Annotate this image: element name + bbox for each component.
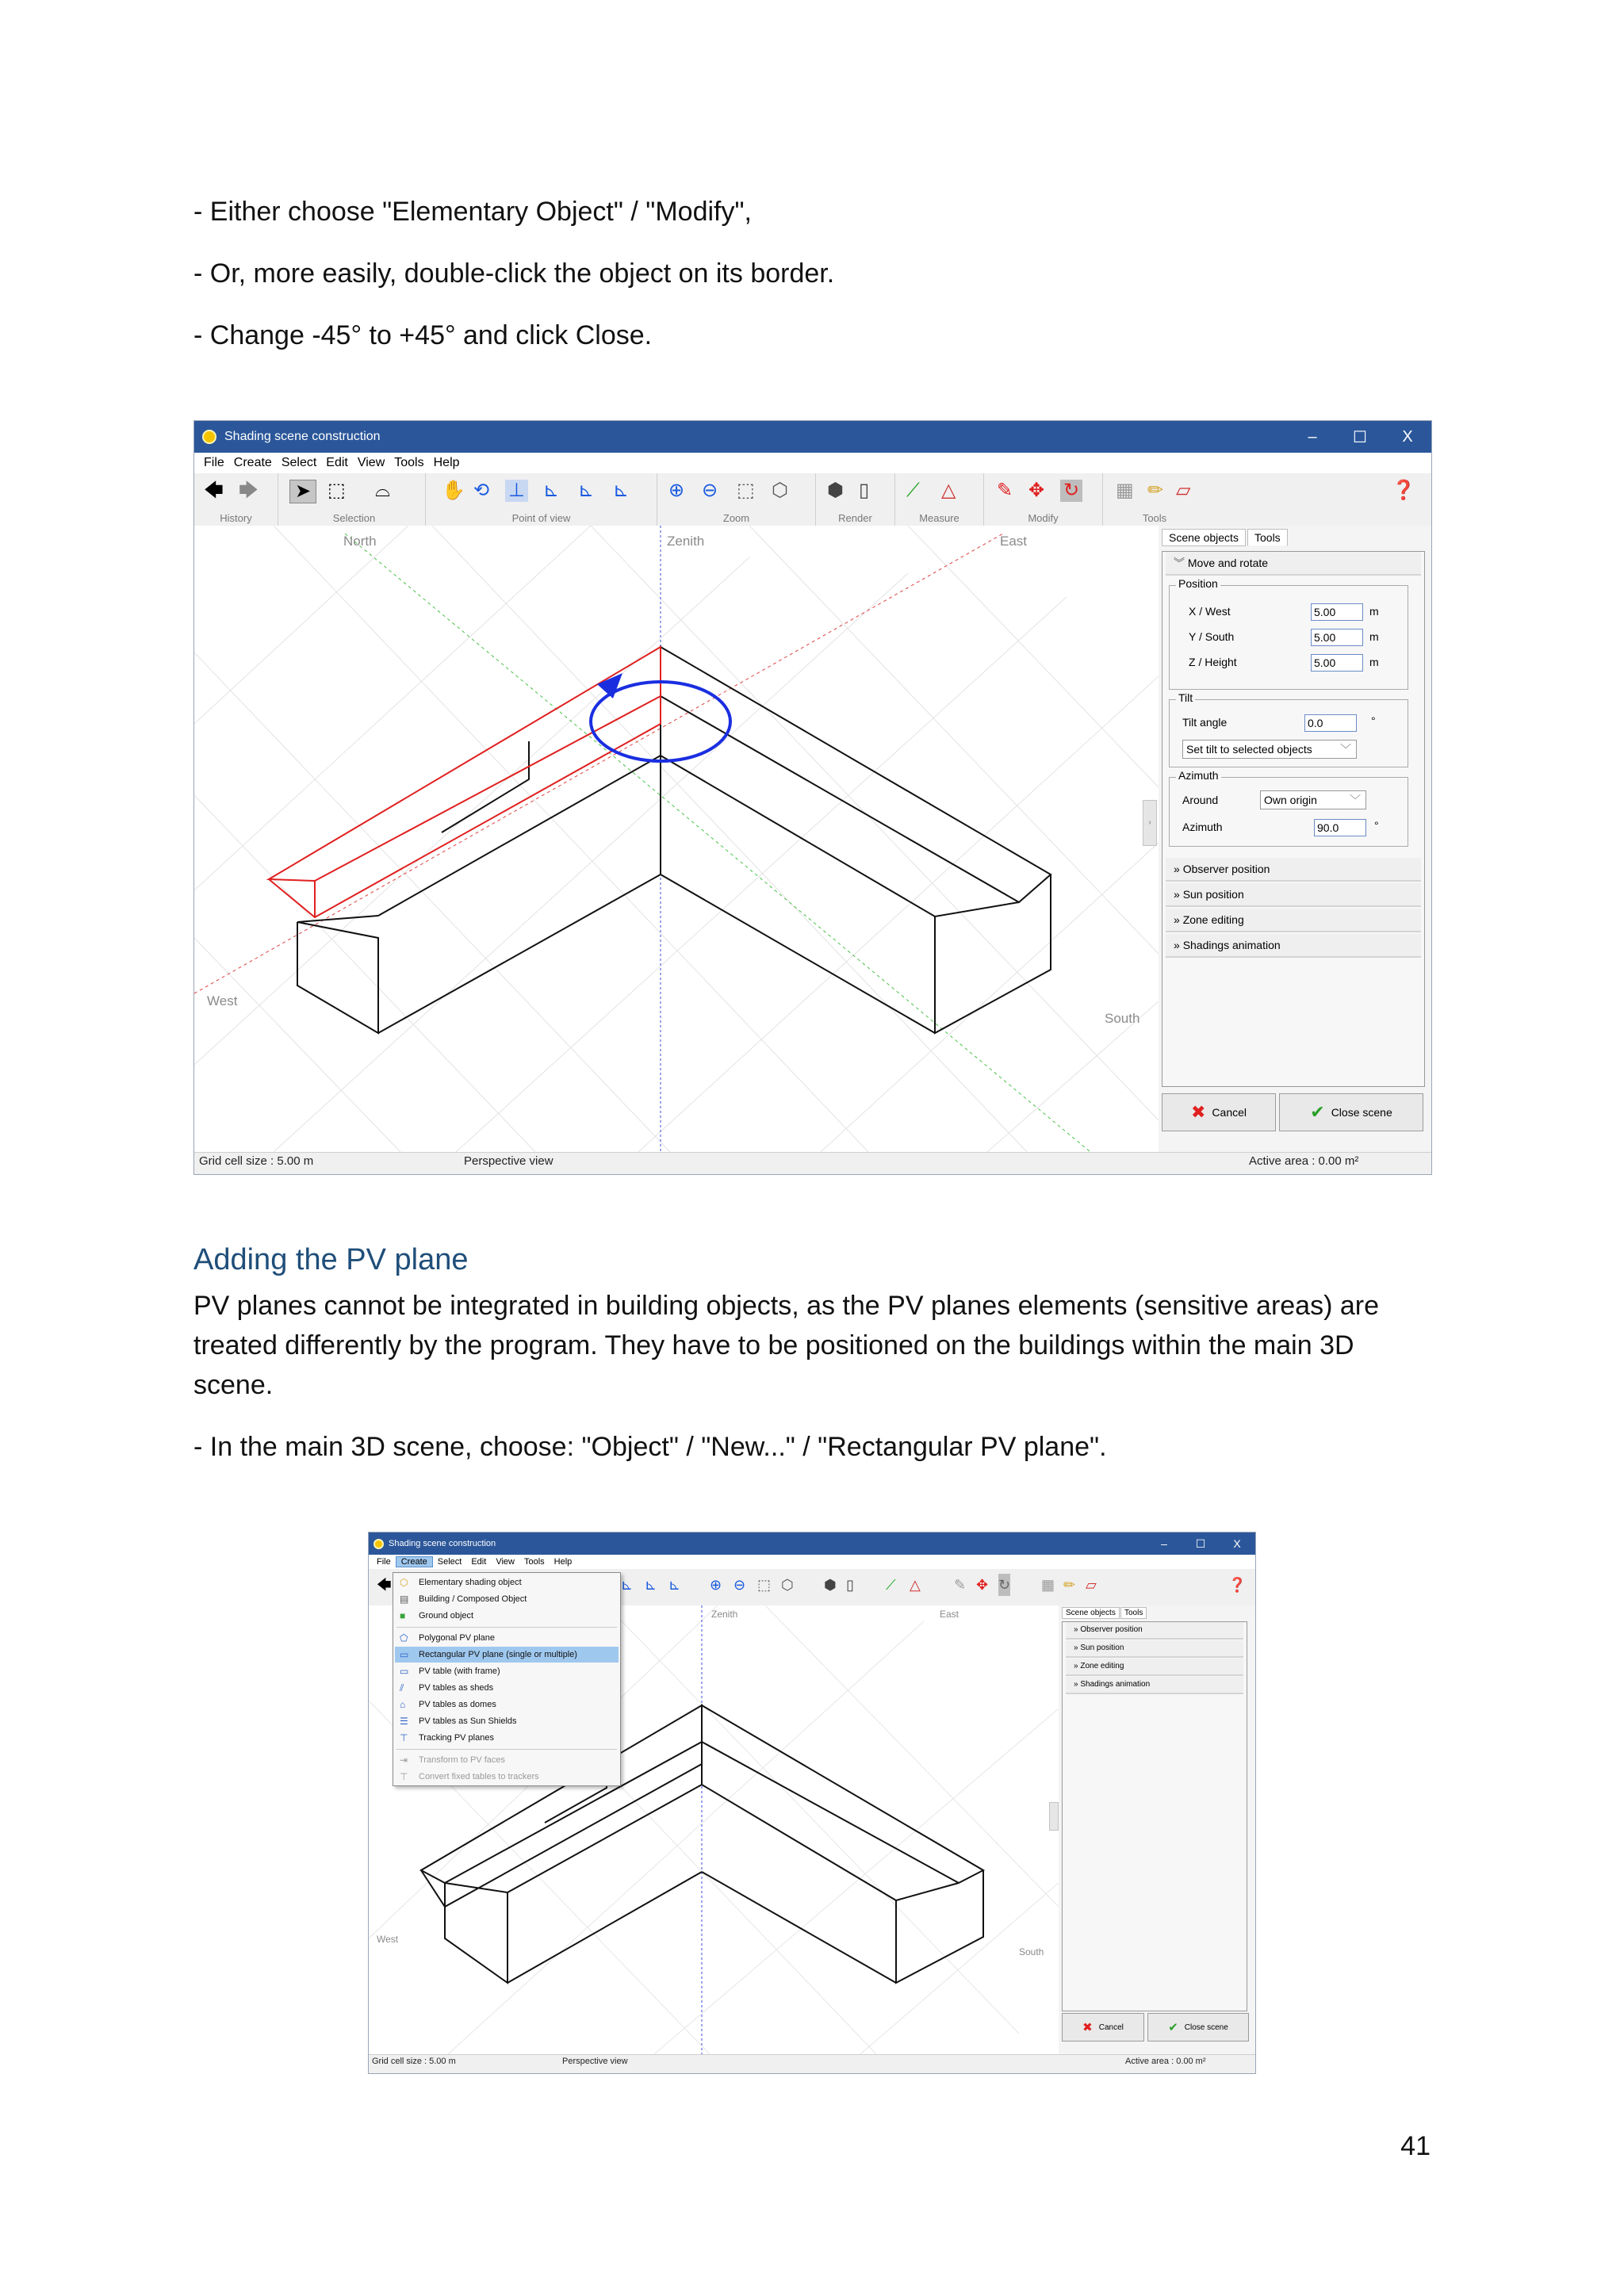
menu-item-pv-table[interactable] [395, 1663, 619, 1679]
tools-panel [1162, 551, 1425, 1087]
axis-label-north: North [343, 534, 377, 549]
app-logo-icon [373, 1539, 384, 1549]
axis-label-zenith: Zenith [667, 534, 705, 549]
menu-create[interactable]: Create [233, 456, 272, 469]
menu-item-transform-pv-faces [395, 1752, 619, 1768]
right-panel [1059, 1605, 1256, 2054]
title-bar [194, 421, 1431, 453]
instruction-line-1: - Either choose "Elementary Object" / "Modify", [193, 197, 752, 227]
menu-item-label: Building / Composed Object [419, 1594, 527, 1604]
section-shadings-animation[interactable] [1166, 934, 1421, 958]
checkmark-icon: ✔ [1310, 1102, 1325, 1122]
status-bar [369, 2054, 1256, 2074]
azimuth-group [1169, 769, 1408, 847]
transform-icon: ⇥ [400, 1755, 408, 1766]
close-scene-button[interactable] [1147, 2013, 1249, 2042]
section-label: Observer position [1080, 1625, 1143, 1634]
right-panel [1159, 526, 1432, 1152]
menu-item-label: Transform to PV faces [419, 1755, 506, 1765]
expand-icon: » [1174, 863, 1183, 875]
east-west-axis [194, 534, 1003, 993]
sun-shield-icon: ☰ [400, 1716, 408, 1727]
rect-pv-icon: ▭ [400, 1649, 409, 1660]
collapse-chevron-icon: ︾ [1174, 557, 1188, 569]
section-heading: Adding the PV plane [193, 1243, 469, 1276]
close-scene-label: Close scene [1184, 2022, 1228, 2032]
app-logo-icon [202, 430, 216, 444]
tab-scene-objects[interactable]: Scene objects [1062, 1607, 1120, 1619]
menu-item-pv-domes[interactable] [395, 1697, 619, 1712]
zoom-out-icon[interactable]: ⊖ [733, 1577, 746, 1593]
menu-item-convert-trackers [395, 1769, 619, 1785]
toolbar-group-label: Zoom [722, 512, 750, 524]
status-active-area: Active area : 0.00 m² [1249, 1154, 1359, 1168]
render-wire-icon[interactable]: ▯ [846, 1577, 854, 1593]
tilt-select-dropdown[interactable] [1182, 740, 1357, 759]
section-observer-position[interactable] [1066, 1622, 1243, 1640]
section-zone-editing[interactable] [1066, 1659, 1243, 1676]
view-yz-icon[interactable]: ⊾ [668, 1577, 681, 1593]
axis-label-east: East [940, 1609, 959, 1620]
expand-icon: » [1074, 1644, 1081, 1652]
north-south-axis [345, 534, 1090, 1152]
menu-tools[interactable]: Tools [523, 1557, 545, 1567]
section-label: Shadings animation [1182, 939, 1281, 951]
forward-arrow-icon[interactable]: 🡆 [239, 480, 259, 501]
building-icon: ▤ [400, 1594, 409, 1605]
instruction-line-3: - Change -45° to +45° and click Close. [193, 320, 653, 350]
dropdown-value: Set tilt to selected objects [1186, 743, 1312, 756]
azimuth-unit: ° [1374, 819, 1379, 832]
chevron-down-icon: ﹀ [1340, 743, 1351, 756]
tab-scene-objects[interactable]: Scene objects [1162, 529, 1246, 546]
y-label: Y / South [1189, 630, 1235, 643]
toolbar-group-point-of-view [426, 473, 657, 526]
cube-icon: ⬡ [400, 1577, 408, 1588]
sheds-icon: ⫽ [400, 1682, 404, 1693]
pencil-icon[interactable]: ✏ [1147, 480, 1164, 501]
position-legend: Position [1176, 577, 1220, 590]
menu-help[interactable]: Help [553, 1557, 573, 1567]
grid-icon[interactable]: ▦ [1116, 480, 1134, 501]
view-xz-icon[interactable]: ⊾ [645, 1577, 657, 1593]
toolbar-group-zoom [657, 473, 816, 526]
axis-label-south: South [1105, 1011, 1140, 1026]
view-xy-icon[interactable]: ⊾ [621, 1577, 634, 1593]
position-group [1169, 577, 1408, 690]
menu-item-label: Tracking PV planes [419, 1733, 494, 1743]
lasso-select-icon[interactable]: ⌓ [375, 480, 390, 501]
cancel-x-icon: ✖ [1190, 1102, 1206, 1122]
view-xz-icon[interactable]: ⊾ [578, 480, 595, 501]
toolbar-group-render [816, 473, 895, 526]
panel-collapse-handle[interactable]: › [1143, 800, 1157, 846]
create-dropdown-menu [393, 1572, 621, 1786]
menu-item-label: PV tables as Sun Shields [419, 1716, 517, 1726]
close-scene-button[interactable] [1279, 1093, 1423, 1131]
menu-item-polygonal-pv-plane[interactable] [395, 1630, 619, 1646]
menu-bar [369, 1555, 1255, 1569]
toolbar-group-selection [283, 473, 426, 526]
z-label: Z / Height [1189, 656, 1237, 668]
toolbar-group-label: Tools [1142, 512, 1167, 524]
section-move-rotate[interactable] [1166, 552, 1421, 576]
help-icon[interactable]: ❓ [1392, 480, 1415, 501]
zoom-fit-icon[interactable]: ⬡ [781, 1577, 794, 1593]
menu-item-building-composed-object[interactable] [395, 1591, 619, 1607]
around-dropdown[interactable] [1260, 790, 1366, 809]
page-number: 41 [1400, 2131, 1431, 2161]
zoom-fit-icon[interactable]: ⬡ [772, 480, 788, 501]
menu-bar [194, 453, 1431, 473]
tilt-legend: Tilt [1176, 691, 1195, 704]
zoom-in-icon[interactable]: ⊕ [668, 480, 685, 501]
menu-file[interactable]: File [377, 1557, 391, 1567]
rotate-icon[interactable]: ↻ [998, 1574, 1010, 1596]
panel-collapse-handle[interactable] [1049, 1802, 1059, 1831]
expand-icon: » [1174, 939, 1183, 951]
measure-line-icon[interactable]: ⟋ [906, 480, 920, 501]
z-input[interactable]: 5.00 [1311, 654, 1363, 672]
pan-hand-icon[interactable]: ✋ [442, 480, 465, 501]
render-solid-icon[interactable]: ⬢ [824, 1577, 837, 1593]
menu-item-label: Ground object [419, 1611, 474, 1621]
toolbar [194, 473, 1431, 526]
y-input[interactable]: 5.00 [1311, 629, 1363, 646]
menu-item-label: Polygonal PV plane [419, 1633, 496, 1643]
toolbar-group-label: Render [838, 512, 872, 524]
pv-table-icon: ▭ [400, 1666, 409, 1677]
status-view-mode: Perspective view [562, 2057, 628, 2066]
toolbar-group-label: Measure [919, 512, 959, 524]
pencil-icon[interactable]: ✏ [1063, 1577, 1076, 1593]
menu-item-pv-sun-shields[interactable] [395, 1713, 619, 1729]
minimize-button[interactable]: – [1308, 427, 1317, 446]
axes-view-icon[interactable]: ⊥ [505, 480, 528, 502]
tab-tools[interactable]: Tools [1120, 1607, 1147, 1619]
expand-icon: » [1074, 1680, 1081, 1689]
section-label: Sun position [1080, 1644, 1124, 1652]
title-bar [369, 1533, 1255, 1555]
menu-view[interactable]: View [496, 1557, 515, 1567]
status-grid-size: Grid cell size : 5.00 m [372, 2057, 456, 2066]
tilt-unit: ° [1371, 714, 1376, 727]
toolbar-group-tools [1103, 473, 1206, 526]
view-yz-icon[interactable]: ⊾ [613, 480, 630, 501]
status-view-mode: Perspective view [464, 1154, 553, 1168]
pointer-icon[interactable]: ➤ [289, 480, 316, 503]
menu-item-ground-object[interactable] [395, 1608, 619, 1624]
dropdown-value: Own origin [1264, 794, 1317, 806]
azimuth-input[interactable]: 90.0 [1314, 819, 1366, 836]
menu-separator [396, 1749, 617, 1750]
axis-label-west: West [207, 993, 238, 1008]
toolbar-group-measure [895, 473, 984, 526]
maximize-button[interactable]: ☐ [1353, 428, 1367, 446]
expand-icon: » [1074, 1662, 1081, 1670]
measure-angle-icon[interactable]: △ [941, 480, 956, 501]
axis-label-south: South [1019, 1946, 1044, 1957]
minimize-button[interactable]: – [1161, 1537, 1167, 1550]
zoom-out-icon[interactable]: ⊖ [702, 480, 718, 501]
window-title: Shading scene construction [224, 430, 381, 443]
close-window-button[interactable]: X [1233, 1537, 1241, 1550]
convert-icon: ⊤ [400, 1771, 408, 1782]
shading-scene-window-create-menu [368, 1532, 1256, 2074]
menu-item-label: Convert fixed tables to trackers [419, 1772, 539, 1781]
cancel-label: Cancel [1212, 1106, 1247, 1119]
menu-help[interactable]: Help [433, 456, 460, 469]
tilt-group [1169, 691, 1408, 767]
menu-item-label: Elementary shading object [419, 1578, 522, 1587]
body-paragraph: PV planes cannot be integrated in building objects, as the PV planes elements (sensitive areas) are treated differently by the program. They have to be positioned on the buildings within the main 3D scene. [193, 1291, 1380, 1400]
toolbar-group-label: Modify [1028, 512, 1059, 524]
section-label: Shadings animation [1080, 1680, 1151, 1689]
ground-grid [194, 526, 1159, 1152]
tools-panel [1062, 1621, 1247, 2011]
menu-separator [396, 1627, 617, 1628]
toolbar-group-modify [984, 473, 1103, 526]
section-label: Move and rotate [1187, 557, 1269, 569]
azimuth-legend: Azimuth [1176, 769, 1221, 782]
tilt-input[interactable]: 0.0 [1304, 714, 1357, 732]
cancel-button[interactable] [1062, 2013, 1144, 2042]
zoom-window-icon[interactable]: ⬚ [757, 1577, 772, 1593]
menu-item-label: Rectangular PV plane (single or multiple) [419, 1650, 577, 1659]
instruction-line-2: - Or, more easily, double-click the object on its border. [193, 258, 835, 289]
x-label: X / West [1189, 605, 1231, 618]
maximize-button[interactable]: ☐ [1195, 1536, 1206, 1550]
section-label: Observer position [1182, 863, 1270, 875]
rect-select-icon[interactable]: ⬚ [327, 480, 346, 501]
help-icon[interactable]: ❓ [1228, 1577, 1247, 1593]
section-label: Zone editing [1080, 1662, 1124, 1670]
cancel-label: Cancel [1098, 2022, 1124, 2032]
view-xy-icon[interactable]: ⊾ [543, 480, 560, 501]
menu-file[interactable]: File [204, 456, 224, 469]
cancel-button[interactable] [1162, 1093, 1276, 1131]
checkmark-icon: ✔ [1168, 2021, 1178, 2034]
wrench-icon[interactable]: ✎ [997, 480, 1013, 501]
tracker-icon: ⊤ [400, 1732, 408, 1743]
x-unit: m [1369, 605, 1379, 618]
expand-icon: » [1074, 1625, 1081, 1634]
menu-item-elementary-shading-object[interactable] [395, 1575, 619, 1590]
expand-icon: » [1174, 888, 1183, 901]
ground-icon: ■ [400, 1610, 406, 1621]
y-unit: m [1369, 630, 1379, 643]
section-zone-editing[interactable] [1166, 909, 1421, 932]
3d-view[interactable] [194, 526, 1159, 1152]
tilt-label: Tilt angle [1182, 716, 1228, 729]
section-shadings-animation[interactable] [1066, 1677, 1243, 1694]
menu-select[interactable]: Select [281, 456, 317, 469]
shading-scene-window [193, 420, 1432, 1175]
menu-edit[interactable]: Edit [471, 1557, 487, 1567]
menu-item-pv-sheds[interactable] [395, 1680, 619, 1696]
menu-select[interactable]: Select [437, 1557, 462, 1567]
axis-label-east: East [1000, 534, 1028, 549]
menu-tools[interactable]: Tools [394, 456, 424, 469]
section-observer-position[interactable] [1166, 858, 1421, 882]
move-icon[interactable]: ✥ [976, 1577, 989, 1593]
status-grid-size: Grid cell size : 5.00 m [199, 1154, 314, 1168]
grid-icon[interactable]: ▦ [1041, 1577, 1055, 1593]
x-input[interactable]: 5.00 [1311, 603, 1363, 621]
render-solid-icon[interactable]: ⬢ [827, 480, 844, 501]
back-arrow-icon[interactable]: 🡄 [204, 480, 224, 501]
render-wire-icon[interactable]: ▯ [859, 480, 870, 501]
menu-item-label: PV tables as sheds [419, 1683, 494, 1693]
menu-edit[interactable]: Edit [326, 456, 348, 469]
axis-label-west: West [377, 1934, 399, 1945]
toolbar-group-history [194, 473, 278, 526]
azimuth-label: Azimuth [1182, 821, 1223, 833]
polygon-pv-icon: ⬠ [400, 1632, 408, 1644]
menu-create[interactable]: Create [396, 1556, 433, 1567]
menu-item-tracking-pv-planes[interactable] [395, 1730, 619, 1746]
toolbar-group-label: History [220, 512, 252, 524]
wrench-icon[interactable]: ✎ [954, 1577, 967, 1593]
zoom-in-icon[interactable]: ⊕ [710, 1577, 722, 1593]
domes-icon: ⌂ [400, 1699, 406, 1710]
menu-item-label: PV tables as domes [419, 1700, 496, 1709]
eraser-icon[interactable]: ▱ [1086, 1577, 1097, 1593]
section-sun-position[interactable] [1166, 883, 1421, 907]
status-bar [194, 1152, 1432, 1175]
zoom-window-icon[interactable]: ⬚ [737, 480, 755, 501]
instruction-line-4: - In the main 3D scene, choose: "Object" / "New..." / "Rectangular PV plane". [193, 1432, 1107, 1462]
rotate-view-icon[interactable]: ⟲ [473, 480, 490, 501]
back-arrow-icon[interactable]: 🡄 [377, 1577, 392, 1593]
rotate-icon[interactable]: ↻ [1060, 480, 1082, 502]
toolbar-group-label: Selection [332, 512, 376, 524]
building-wire [297, 647, 1051, 1033]
window-title: Shading scene construction [389, 1539, 496, 1548]
measure-line-icon[interactable]: ⟋ [886, 1577, 896, 1593]
expand-icon: » [1174, 913, 1183, 926]
measure-angle-icon[interactable]: △ [910, 1577, 921, 1593]
around-label: Around [1182, 794, 1219, 806]
status-active-area: Active area : 0.00 m² [1125, 2057, 1206, 2066]
section-label: Sun position [1182, 888, 1244, 901]
chevron-down-icon: ﹀ [1350, 794, 1361, 806]
menu-item-label: PV table (with frame) [419, 1667, 500, 1676]
section-sun-position[interactable] [1066, 1640, 1243, 1658]
toolbar-group-label: Point of view [511, 512, 571, 524]
scene-canvas [194, 526, 1159, 1152]
eraser-icon[interactable]: ▱ [1176, 480, 1191, 501]
cancel-x-icon: ✖ [1082, 2021, 1093, 2034]
axis-label-zenith: Zenith [711, 1609, 738, 1620]
menu-item-rectangular-pv-plane[interactable] [395, 1647, 619, 1663]
z-unit: m [1369, 656, 1379, 668]
menu-view[interactable]: View [357, 456, 385, 469]
section-label: Zone editing [1182, 913, 1244, 926]
close-scene-label: Close scene [1331, 1106, 1392, 1119]
close-window-button[interactable]: X [1402, 427, 1413, 446]
move-icon[interactable]: ✥ [1028, 480, 1045, 501]
tab-tools[interactable]: Tools [1247, 529, 1288, 546]
